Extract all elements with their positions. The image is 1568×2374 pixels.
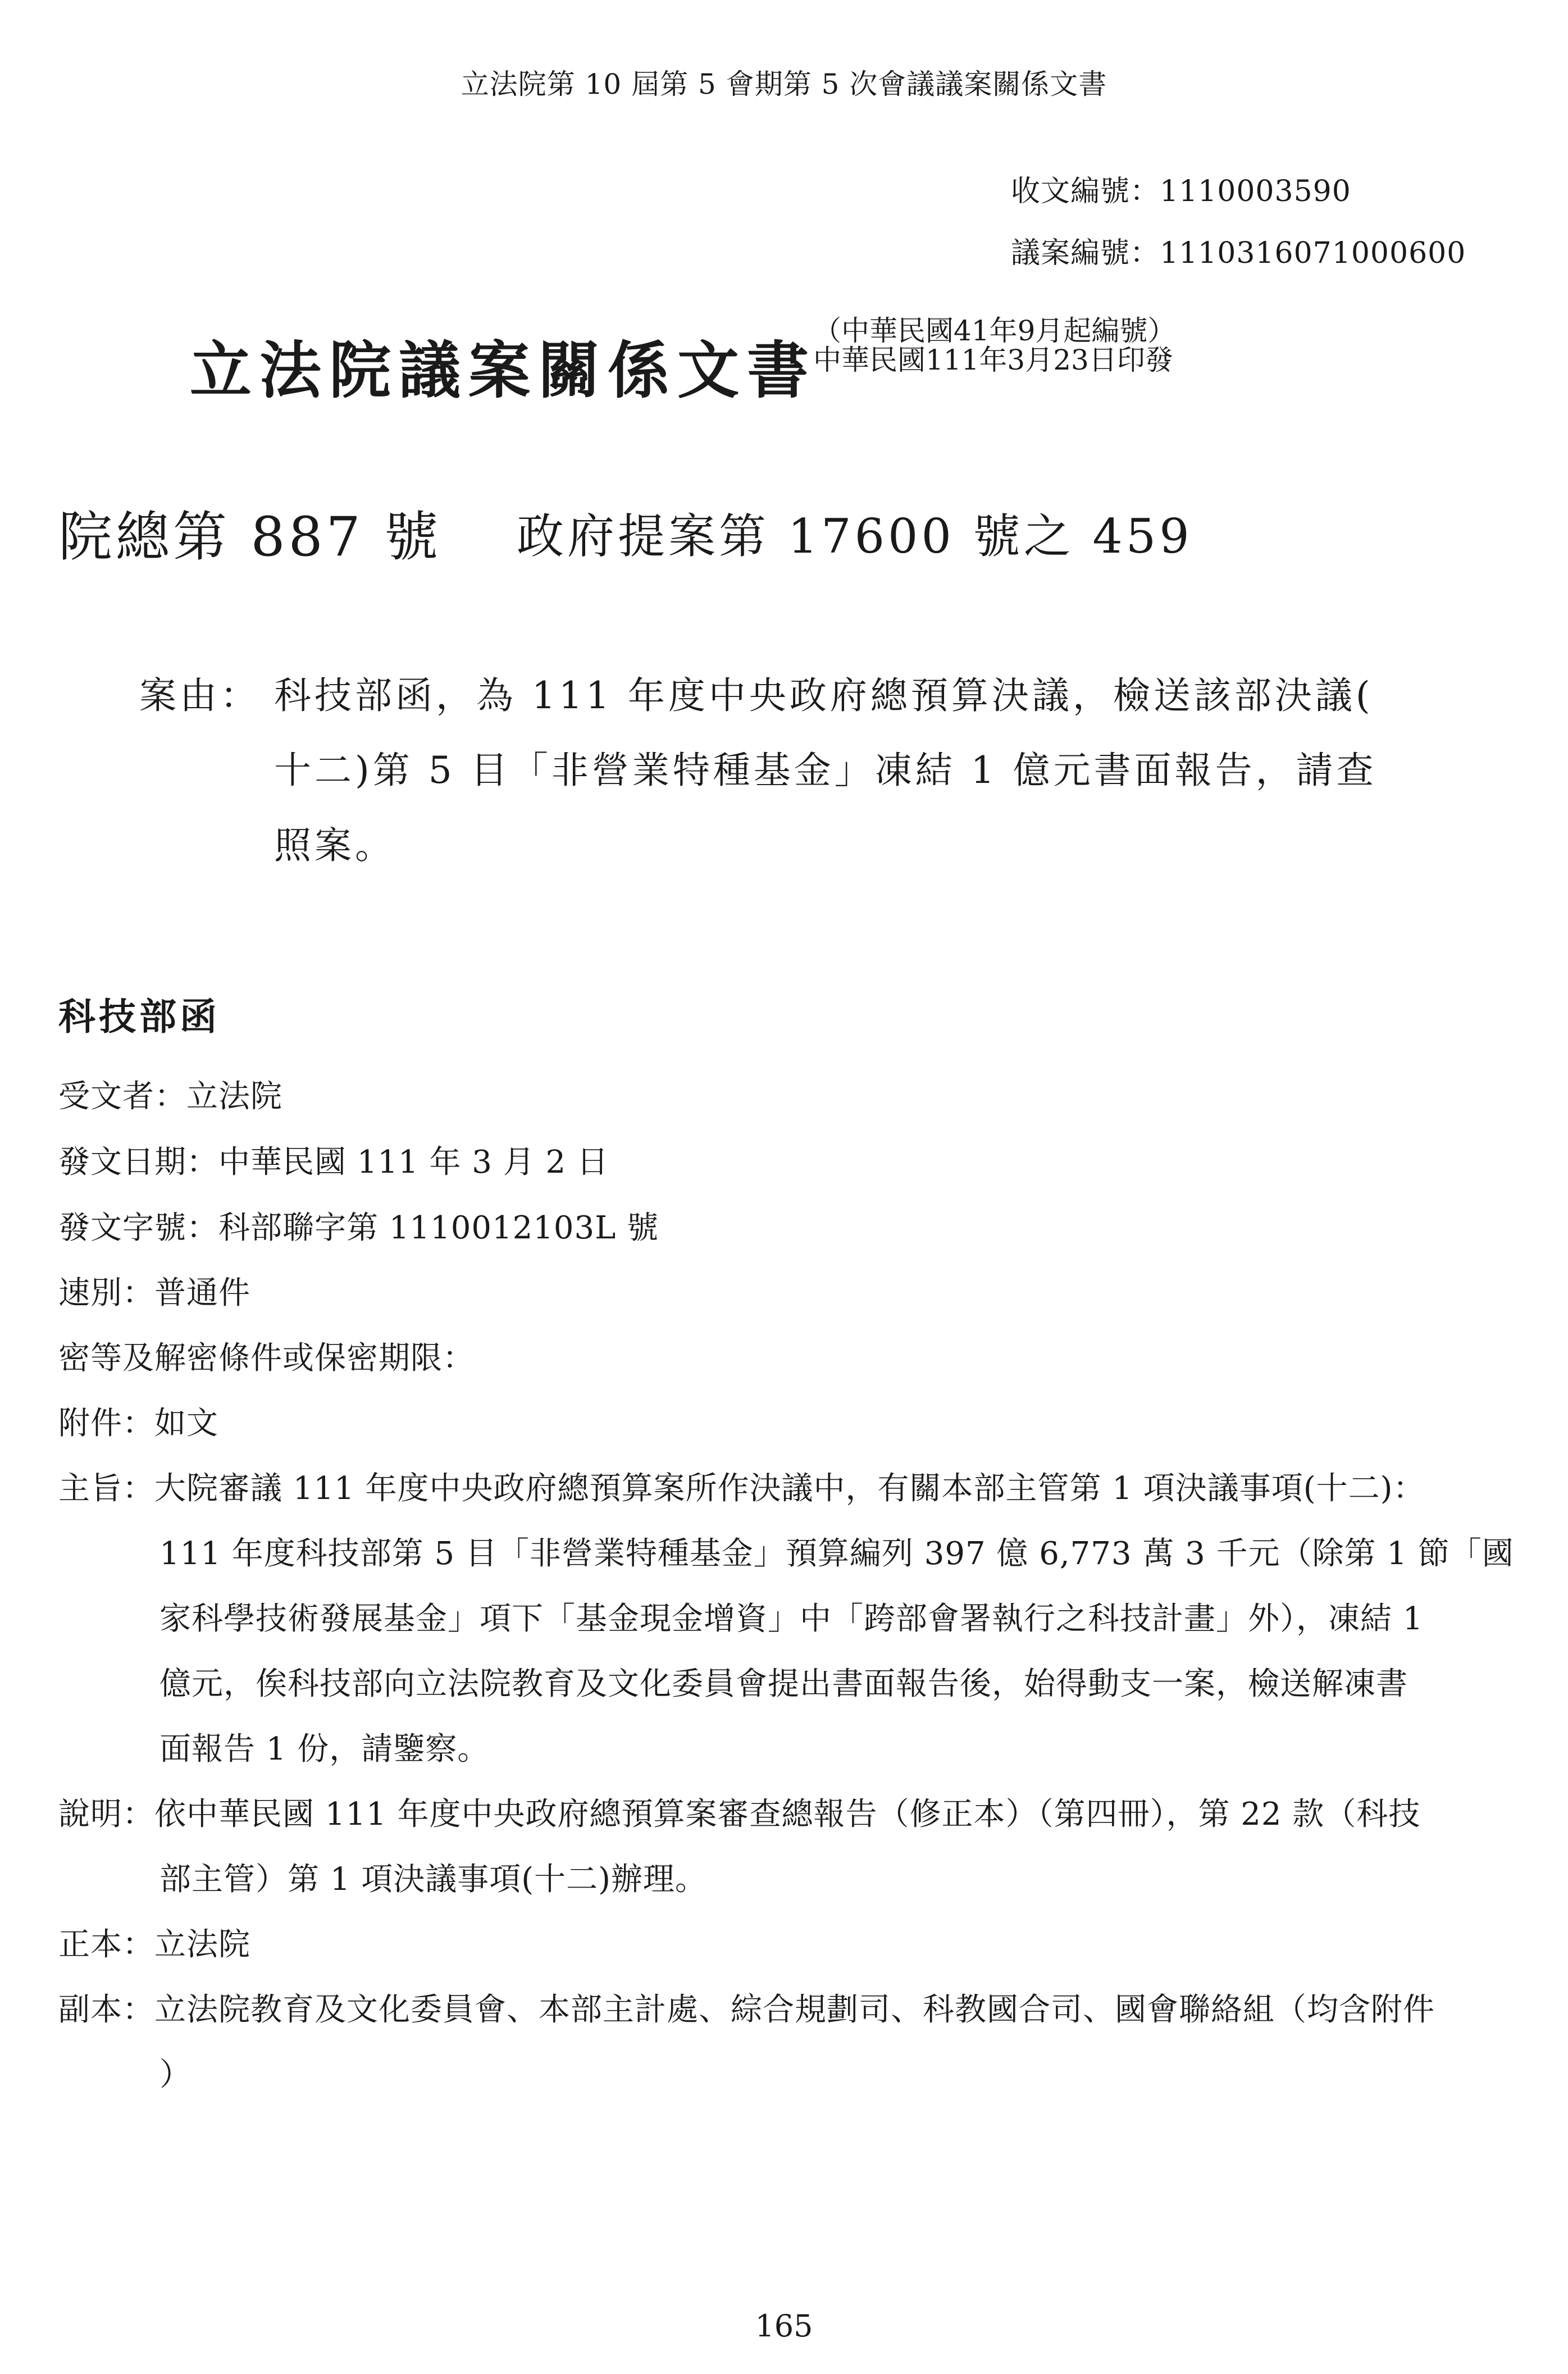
running-header: 立法院第 10 屆第 5 會期第 5 次會議議案關係文書 <box>461 68 1107 101</box>
case-line: 科技部函，為 111 年度中央政府總預算決議，檢送該部決議( <box>274 674 1374 717</box>
case-line: 十二)第 5 目「非營業特種基金」凍結 1 億元書面報告，請查 <box>274 749 1377 792</box>
subject-line: 億元，俟科技部向立法院教育及文化委員會提出書面報告後，始得動支一案，檢送解凍書 <box>159 1666 1408 1702</box>
title-note-print-date: 中華民國111年3月23日印發 <box>813 344 1173 376</box>
government-bill-number: 政府提案第 17600 號之 459 <box>517 509 1193 564</box>
field-secrecy: 密等及解密條件或保密期限： <box>58 1340 475 1377</box>
original-recipient: 正本：立法院 <box>58 1926 250 1963</box>
case-line: 照案。 <box>274 824 395 867</box>
field-date: 發文日期：中華民國 111 年 3 月 2 日 <box>58 1144 609 1181</box>
copy-recipients-line: 副本：立法院教育及文化委員會、本部主計處、綜合規劃司、科教國合司、國會聯絡組（均含附件 <box>58 1992 1435 2028</box>
subject-line: 111 年度科技部第 5 目「非營業特種基金」預算編列 397 億 6,773 萬 3 千元（除第 1 節「國 <box>159 1535 1514 1572</box>
case-label: 案由： <box>139 674 261 717</box>
bill-number: 議案編號：1110316071000600 <box>1011 236 1466 270</box>
field-reference-number: 發文字號：科部聯字第 1110012103L 號 <box>58 1210 659 1246</box>
title-note-compiled-since: （中華民國41年9月起編號） <box>813 315 1176 347</box>
subject-line: 主旨：大院審議 111 年度中央政府總預算案所作決議中，有關本部主管第 1 項決議事項(十二)： <box>58 1470 1425 1507</box>
field-attachment: 附件：如文 <box>58 1405 218 1442</box>
letter-title: 科技部函 <box>58 995 220 1038</box>
explanation-line: 部主管）第 1 項決議事項(十二)辦理。 <box>159 1861 707 1898</box>
receipt-number: 收文編號：1110003590 <box>1011 175 1351 208</box>
serial-number: 院總第 887 號 <box>58 505 442 568</box>
field-speed: 速別：普通件 <box>58 1275 250 1311</box>
document-title: 立法院議案關係文書 <box>190 334 817 407</box>
page-number: 165 <box>755 2308 813 2344</box>
subject-line: 面報告 1 份，請鑒察。 <box>159 1731 490 1767</box>
explanation-line: 說明：依中華民國 111 年度中央政府總預算案審查總報告（修正本）（第四冊），第 22 款（科技 <box>58 1796 1421 1833</box>
subject-line: 家科學技術發展基金」項下「基金現金增資」中「跨部會署執行之科技計畫」外），凍結 1 <box>159 1601 1424 1637</box>
copy-recipients-line: ） <box>159 2057 192 2093</box>
field-recipient: 受文者：立法院 <box>58 1078 282 1115</box>
